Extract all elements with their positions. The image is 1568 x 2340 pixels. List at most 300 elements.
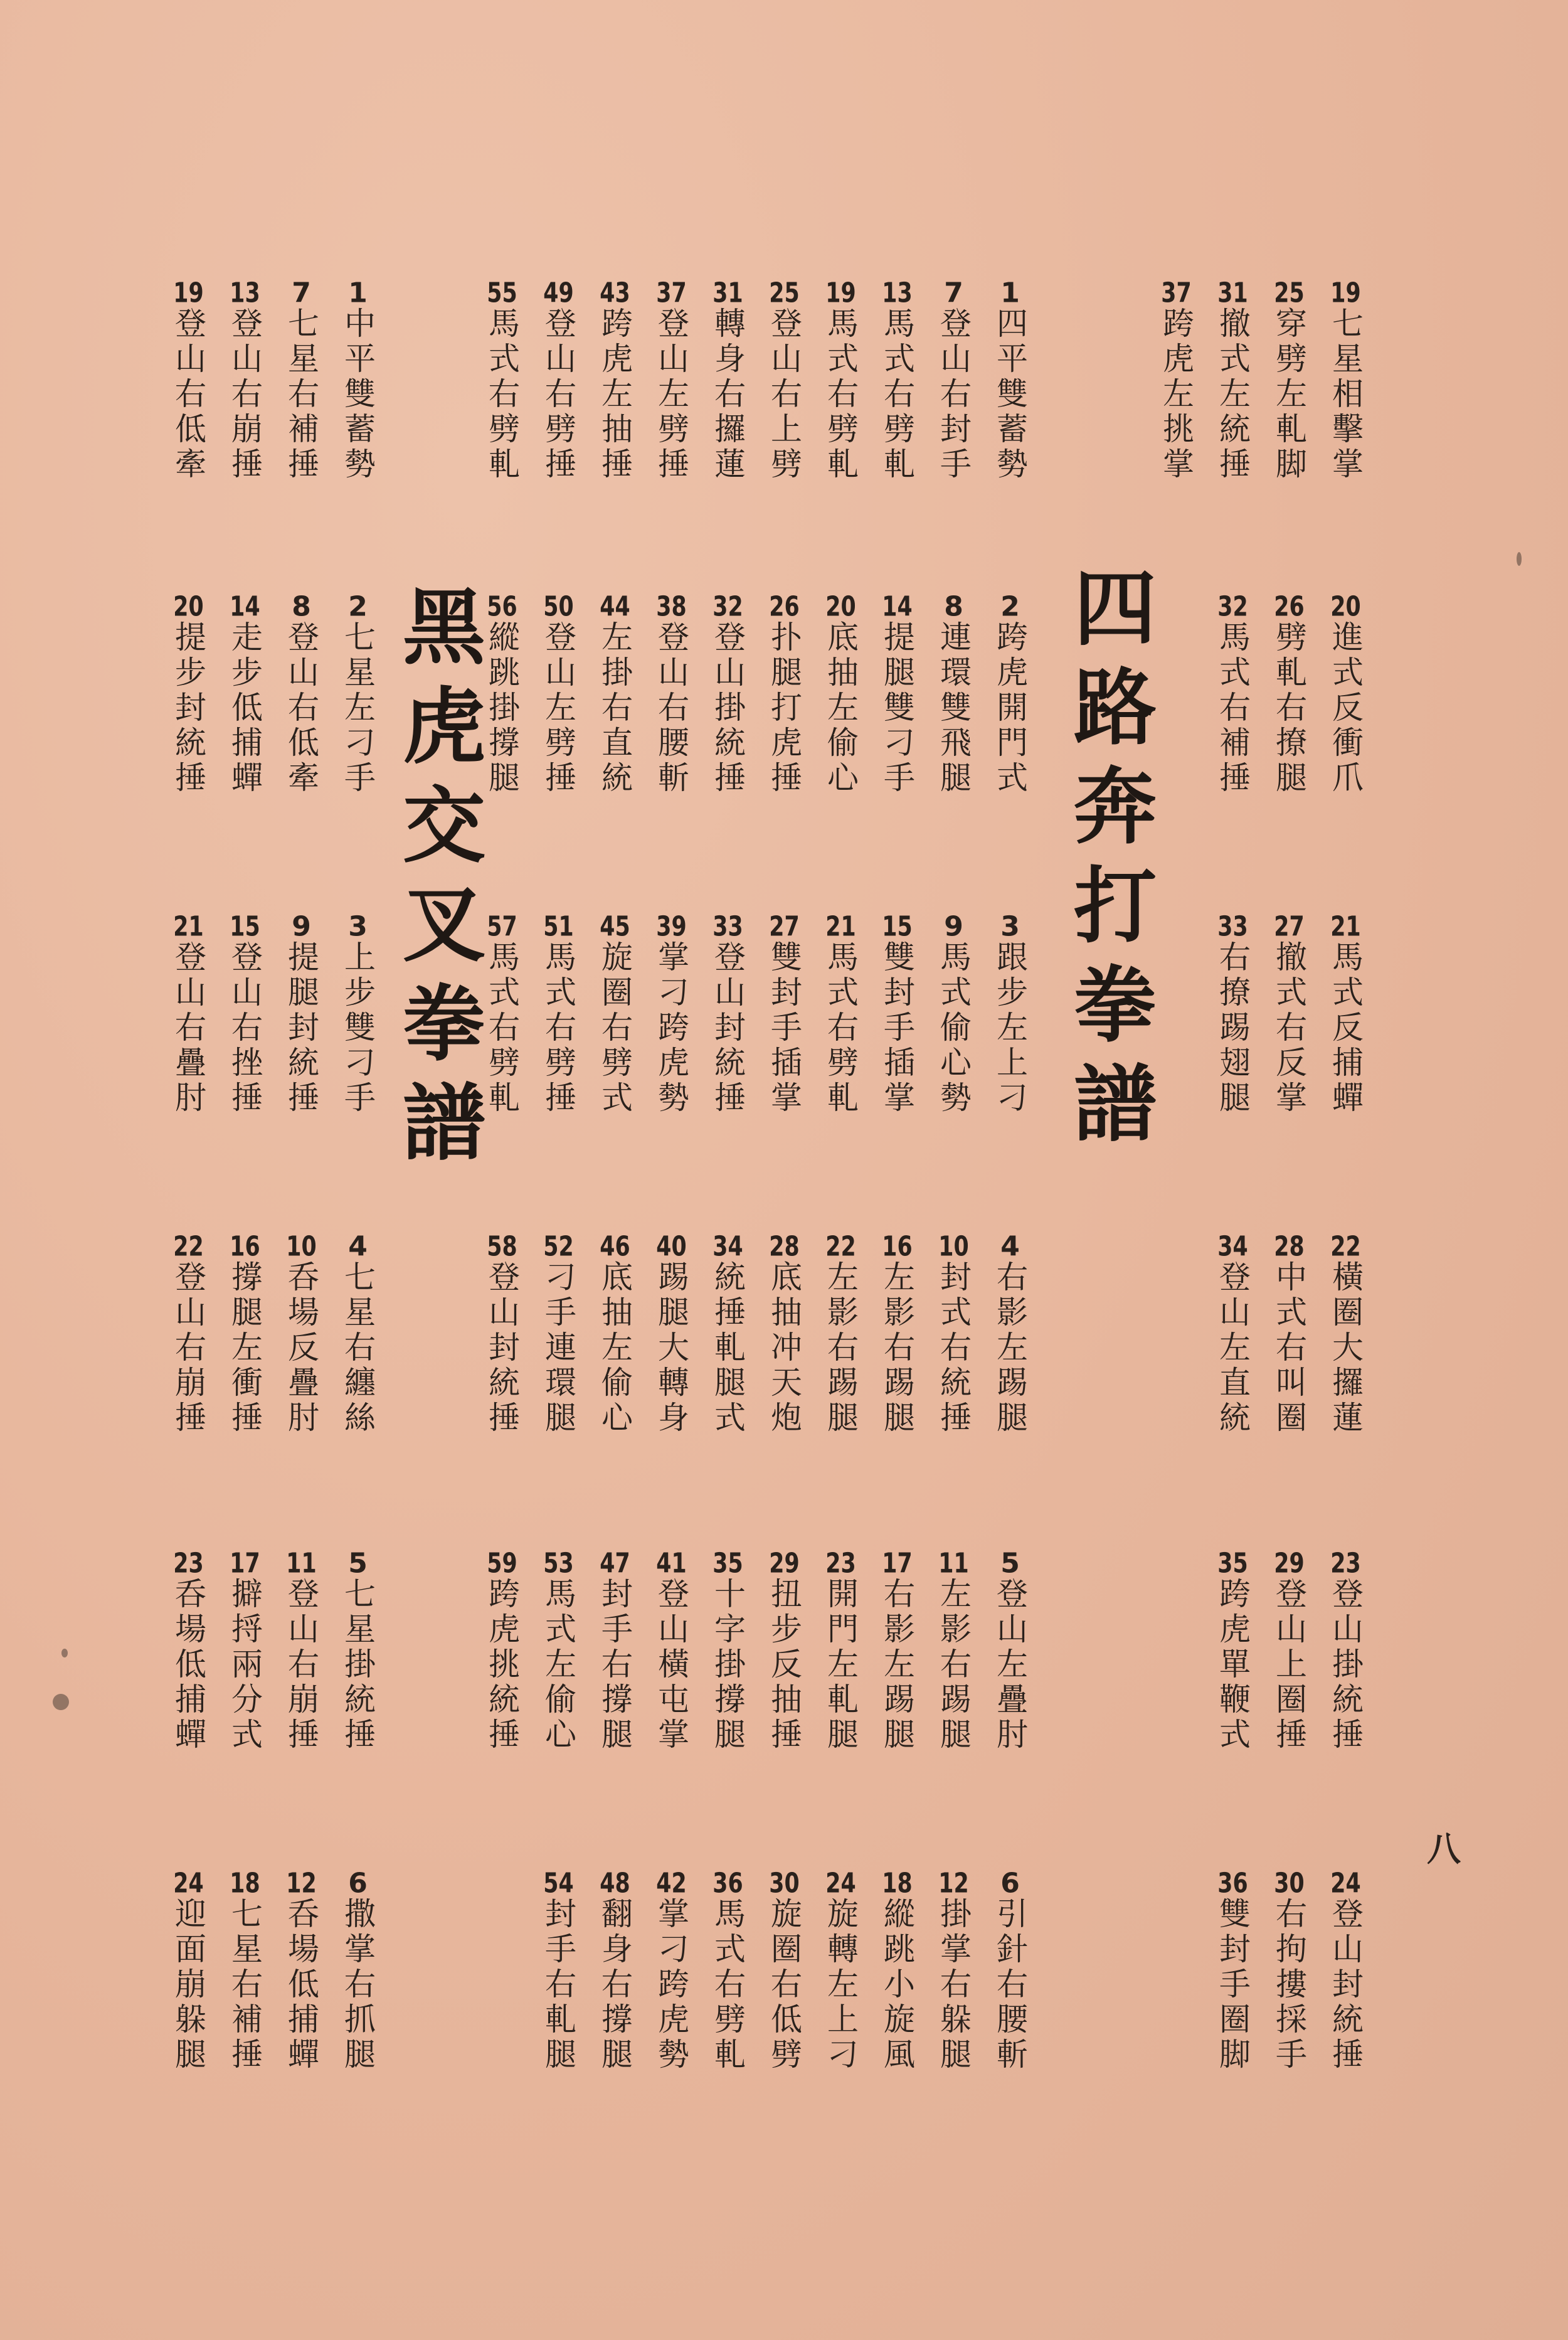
move-name: 旋轉左上刁	[822, 1897, 859, 2073]
move-name: 封手右撐腿	[596, 1577, 633, 1753]
move-name: 十字掛撐腿	[709, 1577, 746, 1753]
move-number: 52	[543, 1233, 574, 1260]
move-number: 20	[173, 593, 204, 620]
middle-form-move	[881, 1550, 913, 1753]
middle-form-move	[935, 593, 972, 796]
move-name: 中平雙蓄勢	[339, 307, 376, 482]
move-name: 引針右腰斬	[992, 1897, 1028, 2073]
move-name: 七星左刁手	[339, 620, 376, 796]
move-name: 馬式右補捶	[1214, 620, 1251, 796]
move-number: 6	[1000, 1869, 1020, 1897]
move-number: 58	[487, 1233, 517, 1260]
left-form-move	[285, 1550, 317, 1753]
move-number: 2	[348, 593, 368, 620]
left-form-move	[339, 913, 376, 1116]
right-form-move	[1327, 913, 1364, 1116]
move-name: 迎面崩躲腿	[170, 1897, 206, 2073]
move-number: 50	[543, 593, 574, 620]
move-number: 19	[173, 279, 204, 307]
middle-form-move	[709, 1550, 746, 1753]
move-name: 登山右崩捶	[226, 307, 263, 482]
move-number: 35	[1217, 1550, 1248, 1577]
middle-form-move	[709, 593, 746, 796]
right-form-move	[1273, 593, 1305, 796]
move-number: 9	[292, 913, 311, 940]
middle-form-move	[992, 1550, 1028, 1753]
move-number: 21	[825, 913, 856, 940]
move-number: 30	[769, 1869, 800, 1897]
move-name: 跨虎開門式	[992, 620, 1028, 796]
move-name: 登山左直統	[1214, 1260, 1251, 1436]
middle-form-move	[768, 1550, 800, 1753]
right-form-move	[1327, 593, 1364, 796]
move-number: 55	[487, 279, 517, 307]
move-name: 提腿封統捶	[283, 940, 319, 1116]
move-number: 5	[1000, 1550, 1020, 1577]
move-name: 跨虎單鞭式	[1214, 1577, 1251, 1753]
move-number: 44	[600, 593, 630, 620]
middle-form-move	[822, 593, 859, 796]
move-number: 2	[1000, 593, 1020, 620]
move-number: 24	[173, 1869, 204, 1897]
move-name: 跨虎挑統捶	[484, 1577, 520, 1753]
move-name: 登山右低牽	[283, 620, 319, 796]
left-form-move	[226, 1550, 263, 1753]
right-form-move	[1214, 593, 1251, 796]
move-name: 七星相擊掌	[1327, 307, 1364, 482]
middle-form-move	[768, 1869, 800, 2073]
right-form-move	[1160, 279, 1192, 482]
move-number: 56	[487, 593, 517, 620]
move-name: 封式右統捶	[935, 1260, 972, 1436]
move-number: 23	[173, 1550, 204, 1577]
middle-form-move	[655, 913, 687, 1116]
middle-form-move	[709, 913, 746, 1116]
move-name: 登山右低牽	[170, 307, 206, 482]
move-number: 4	[348, 1233, 368, 1260]
move-name: 馬式右劈軋	[709, 1897, 746, 2073]
move-number: 59	[487, 1550, 517, 1577]
move-name: 劈軋右撩腿	[1271, 620, 1307, 796]
move-number: 14	[230, 593, 260, 620]
move-number: 27	[769, 913, 800, 940]
move-name: 進式反衝爪	[1327, 620, 1364, 796]
left-form-move	[172, 1233, 204, 1436]
move-name: 翻身右撐腿	[596, 1897, 633, 2073]
move-name: 底抽冲天炮	[766, 1260, 802, 1436]
move-name: 底抽左偷心	[596, 1260, 633, 1436]
move-number: 14	[882, 593, 913, 620]
middle-form-move	[935, 1869, 972, 2073]
move-name: 跨虎左抽捶	[596, 307, 633, 482]
move-name: 封手右軋腿	[540, 1897, 576, 2073]
move-number: 31	[1217, 279, 1248, 307]
move-number: 29	[769, 1550, 800, 1577]
move-number: 11	[286, 1550, 317, 1577]
middle-form-move	[768, 593, 800, 796]
move-number: 8	[944, 593, 963, 620]
move-name: 雙封手圈脚	[1214, 1897, 1251, 2073]
move-name: 呑場低捕蟬	[283, 1897, 319, 2073]
move-number: 1	[1000, 279, 1020, 307]
move-number: 11	[938, 1550, 969, 1577]
middle-form-move	[822, 1550, 859, 1753]
move-name: 登山上圈捶	[1271, 1577, 1307, 1753]
middle-form-move	[822, 913, 859, 1116]
move-name: 登山封統捶	[1327, 1897, 1364, 2073]
move-name: 登山左劈捶	[540, 620, 576, 796]
move-name: 底抽左偷心	[822, 620, 859, 796]
move-number: 22	[825, 1233, 856, 1260]
middle-form-move	[881, 593, 913, 796]
move-number: 18	[882, 1869, 913, 1897]
move-name: 連環雙飛腿	[935, 620, 972, 796]
move-number: 28	[1274, 1233, 1305, 1260]
move-name: 馬式右劈軋	[822, 940, 859, 1116]
move-number: 47	[600, 1550, 630, 1577]
left-form-move	[285, 1869, 317, 2073]
middle-form-move	[881, 1869, 913, 2073]
move-name: 扑腿打虎捶	[766, 620, 802, 796]
move-name: 撤式右反掌	[1271, 940, 1307, 1116]
middle-form-move	[881, 913, 913, 1116]
right-form-move	[1327, 1550, 1364, 1753]
move-name: 旋圈右劈式	[596, 940, 633, 1116]
move-name: 登山掛統捶	[709, 620, 746, 796]
move-name: 登山右劈捶	[540, 307, 576, 482]
left-form-move	[226, 1233, 263, 1436]
move-number: 54	[543, 1869, 574, 1897]
middle-form-move	[655, 1233, 687, 1436]
middle-form-move	[709, 279, 746, 482]
left-form-move	[226, 1869, 263, 2073]
left-form-move	[226, 913, 263, 1116]
middle-form-move	[992, 913, 1028, 1116]
move-number: 49	[543, 279, 574, 307]
right-form-move	[1273, 279, 1305, 482]
middle-form-move	[484, 1233, 520, 1436]
move-number: 51	[543, 913, 574, 940]
move-name: 登山右挫捶	[226, 940, 263, 1116]
middle-form-move	[768, 279, 800, 482]
middle-form-move	[655, 593, 687, 796]
move-name: 旋圈右低劈	[766, 1897, 802, 2073]
move-number: 24	[1330, 1869, 1361, 1897]
middle-form-move	[992, 279, 1028, 482]
move-name: 轉身右攞蓮	[709, 307, 746, 482]
move-name: 撒掌右抓腿	[339, 1897, 376, 2073]
move-number: 13	[882, 279, 913, 307]
move-number: 33	[1217, 913, 1248, 940]
move-name: 提腿雙刁手	[879, 620, 915, 796]
left-form-move	[172, 913, 204, 1116]
left-form-move	[226, 593, 263, 796]
move-number: 15	[882, 913, 913, 940]
middle-form-move	[768, 1233, 800, 1436]
left-form-move	[339, 279, 376, 482]
move-name: 中式右叫圈	[1271, 1260, 1307, 1436]
move-number: 48	[600, 1869, 630, 1897]
middle-form-move	[540, 593, 576, 796]
move-number: 23	[1330, 1550, 1361, 1577]
left-form-move	[339, 1869, 376, 2073]
move-number: 1	[348, 279, 368, 307]
move-name: 跨虎左挑掌	[1158, 307, 1194, 482]
right-form-move	[1214, 1550, 1251, 1753]
middle-form-move	[596, 279, 633, 482]
move-number: 6	[348, 1869, 368, 1897]
left-form-move	[172, 593, 204, 796]
middle-form-move	[540, 1550, 576, 1753]
middle-form-move	[596, 593, 633, 796]
move-number: 36	[712, 1869, 743, 1897]
middle-form-move	[596, 1550, 633, 1753]
move-number: 34	[712, 1233, 743, 1260]
middle-form-move	[881, 279, 913, 482]
left-form-title: 黑虎交叉拳譜	[388, 583, 485, 1178]
move-number: 38	[656, 593, 687, 620]
left-form-move	[172, 1550, 204, 1753]
move-name: 左掛右直統	[596, 620, 633, 796]
move-name: 馬式右劈軋	[484, 307, 520, 482]
move-name: 登山右封手	[935, 307, 972, 482]
left-form-move	[285, 913, 317, 1116]
move-number: 3	[1000, 913, 1020, 940]
move-name: 登山右崩捶	[170, 1260, 206, 1436]
move-number: 16	[230, 1233, 260, 1260]
move-number: 20	[825, 593, 856, 620]
move-number: 25	[1274, 279, 1305, 307]
left-form-move	[285, 593, 317, 796]
move-name: 七星右補捶	[283, 307, 319, 482]
move-number: 17	[230, 1550, 260, 1577]
move-number: 5	[348, 1550, 368, 1577]
move-name: 踢腿大轉身	[653, 1260, 689, 1436]
middle-form-move	[540, 913, 576, 1116]
middle-form-move	[484, 913, 520, 1116]
move-name: 跟步左上刁	[992, 940, 1028, 1116]
move-name: 掛掌右躲腿	[935, 1897, 972, 2073]
move-name: 右影左踢腿	[879, 1577, 915, 1753]
left-form-move	[172, 1869, 204, 2073]
move-number: 26	[1274, 593, 1305, 620]
move-name: 登山右崩捶	[283, 1577, 319, 1753]
move-number: 3	[348, 913, 368, 940]
paper-spot-mark	[1517, 552, 1522, 566]
move-name: 掌刁跨虎勢	[653, 1897, 689, 2073]
middle-form-move	[596, 913, 633, 1116]
move-number: 21	[173, 913, 204, 940]
move-number: 20	[1330, 593, 1361, 620]
move-number: 10	[938, 1233, 969, 1260]
middle-form-move	[540, 279, 576, 482]
move-number: 33	[712, 913, 743, 940]
move-name: 登山封統捶	[709, 940, 746, 1116]
right-form-move	[1273, 1550, 1305, 1753]
middle-form-move	[596, 1869, 633, 2073]
move-name: 右撩踢翅腿	[1214, 940, 1251, 1116]
move-name: 左影右踢腿	[822, 1260, 859, 1436]
move-name: 縱跳掛撐腿	[484, 620, 520, 796]
move-name: 橫圈大攞蓮	[1327, 1260, 1364, 1436]
middle-form-move	[935, 1233, 972, 1436]
middle-form-move	[709, 1869, 746, 2073]
right-form-move	[1214, 1233, 1251, 1436]
move-name: 七星右纏絲	[339, 1260, 376, 1436]
move-number: 19	[825, 279, 856, 307]
move-name: 馬式反捕蟬	[1327, 940, 1364, 1116]
move-number: 7	[292, 279, 311, 307]
move-name: 呑場低捕蟬	[170, 1577, 206, 1753]
left-form-move	[339, 1233, 376, 1436]
right-form-move	[1273, 1233, 1305, 1436]
move-number: 15	[230, 913, 260, 940]
move-name: 馬式右劈軋	[822, 307, 859, 482]
move-name: 扭步反抽捶	[766, 1577, 802, 1753]
move-name: 右拘摟採手	[1271, 1897, 1307, 2073]
left-form-move	[172, 279, 204, 482]
move-name: 走步低捕蟬	[226, 620, 263, 796]
move-name: 提步封統捶	[170, 620, 206, 796]
right-form-move	[1327, 1869, 1364, 2073]
middle-form-move	[655, 279, 687, 482]
middle-form-move	[935, 913, 972, 1116]
move-number: 42	[656, 1869, 687, 1897]
move-name: 馬式左偷心	[540, 1577, 576, 1753]
move-name: 七星掛統捶	[339, 1577, 376, 1753]
move-number: 12	[286, 1869, 317, 1897]
move-name: 登山右上劈	[766, 307, 802, 482]
move-number: 34	[1217, 1233, 1248, 1260]
right-form-move	[1273, 1869, 1305, 2073]
move-number: 10	[286, 1233, 317, 1260]
middle-form-move	[655, 1550, 687, 1753]
move-name: 登山左劈捶	[653, 307, 689, 482]
move-number: 28	[769, 1233, 800, 1260]
move-name: 刁手連環腿	[540, 1260, 576, 1436]
move-name: 撐腿左衝捶	[226, 1260, 263, 1436]
middle-form-move	[992, 1233, 1028, 1436]
page-number: 八	[1427, 1829, 1461, 1869]
move-number: 8	[292, 593, 311, 620]
middle-form-move	[881, 1233, 913, 1436]
move-name: 登山右疊肘	[170, 940, 206, 1116]
move-name: 穿劈左軋脚	[1271, 307, 1307, 482]
middle-form-move	[822, 1233, 859, 1436]
move-number: 9	[944, 913, 963, 940]
paper-hole-mark	[53, 1694, 69, 1710]
move-number: 26	[769, 593, 800, 620]
move-name: 呑場反疊肘	[283, 1260, 319, 1436]
move-name: 登山掛統捶	[1327, 1577, 1364, 1753]
move-name: 右影左踢腿	[992, 1260, 1028, 1436]
move-name: 登山左疊肘	[992, 1577, 1028, 1753]
middle-form-move	[935, 1550, 972, 1753]
middle-form-move	[484, 1550, 520, 1753]
move-name: 馬式右劈捶	[540, 940, 576, 1116]
left-form-move	[285, 1233, 317, 1436]
left-form-move	[339, 1550, 376, 1753]
middle-form-move	[992, 1869, 1028, 2073]
move-name: 七星右補捶	[226, 1897, 263, 2073]
move-number: 29	[1274, 1550, 1305, 1577]
move-number: 46	[600, 1233, 630, 1260]
move-number: 31	[712, 279, 743, 307]
move-name: 馬式右劈軋	[484, 940, 520, 1116]
move-name: 掌刁跨虎勢	[653, 940, 689, 1116]
left-form-move	[226, 279, 263, 482]
move-number: 25	[769, 279, 800, 307]
move-name: 左影右踢腿	[879, 1260, 915, 1436]
left-form-move	[285, 279, 317, 482]
right-form-move	[1214, 1869, 1251, 2073]
right-form-move	[1214, 279, 1251, 482]
move-number: 22	[1330, 1233, 1361, 1260]
middle-form-move	[540, 1233, 576, 1436]
move-name: 雙封手插掌	[879, 940, 915, 1116]
move-number: 19	[1330, 279, 1361, 307]
move-number: 53	[543, 1550, 574, 1577]
middle-form-move	[484, 593, 520, 796]
move-number: 13	[230, 279, 260, 307]
move-number: 23	[825, 1550, 856, 1577]
middle-form-move	[655, 1869, 687, 2073]
move-name: 統捶軋腿式	[709, 1260, 746, 1436]
move-name: 四平雙蓄勢	[992, 307, 1028, 482]
right-form-move	[1327, 279, 1364, 482]
middle-form-move	[596, 1233, 633, 1436]
middle-form-move	[822, 279, 859, 482]
move-name: 左影右踢腿	[935, 1577, 972, 1753]
move-number: 18	[230, 1869, 260, 1897]
move-name: 撤式左統捶	[1214, 307, 1251, 482]
move-number: 37	[656, 279, 687, 307]
middle-form-move	[484, 279, 520, 482]
move-number: 17	[882, 1550, 913, 1577]
right-form-move	[1273, 913, 1305, 1116]
move-name: 開門左軋腿	[822, 1577, 859, 1753]
move-number: 4	[1000, 1233, 1020, 1260]
move-number: 40	[656, 1233, 687, 1260]
middle-form-move	[768, 913, 800, 1116]
move-number: 39	[656, 913, 687, 940]
move-number: 32	[1217, 593, 1248, 620]
move-number: 57	[487, 913, 517, 940]
move-number: 27	[1274, 913, 1305, 940]
move-number: 35	[712, 1550, 743, 1577]
move-number: 45	[600, 913, 630, 940]
middle-form-move	[992, 593, 1028, 796]
move-number: 30	[1274, 1869, 1305, 1897]
middle-form-move	[822, 1869, 859, 2073]
paper-spot-mark	[61, 1649, 68, 1657]
move-name: 登山封統捶	[484, 1260, 520, 1436]
move-name: 縱跳小旋風	[879, 1897, 915, 2073]
move-number: 41	[656, 1550, 687, 1577]
middle-form-move	[935, 279, 972, 482]
move-number: 7	[944, 279, 963, 307]
move-number: 24	[825, 1869, 856, 1897]
move-name: 馬式偷心勢	[935, 940, 972, 1116]
move-name: 擗捋兩分式	[226, 1577, 263, 1753]
move-number: 22	[173, 1233, 204, 1260]
middle-form-move	[709, 1233, 746, 1436]
left-form-move	[339, 593, 376, 796]
move-number: 37	[1161, 279, 1192, 307]
move-number: 21	[1330, 913, 1361, 940]
middle-form-move	[540, 1869, 576, 2073]
move-number: 36	[1217, 1869, 1248, 1897]
